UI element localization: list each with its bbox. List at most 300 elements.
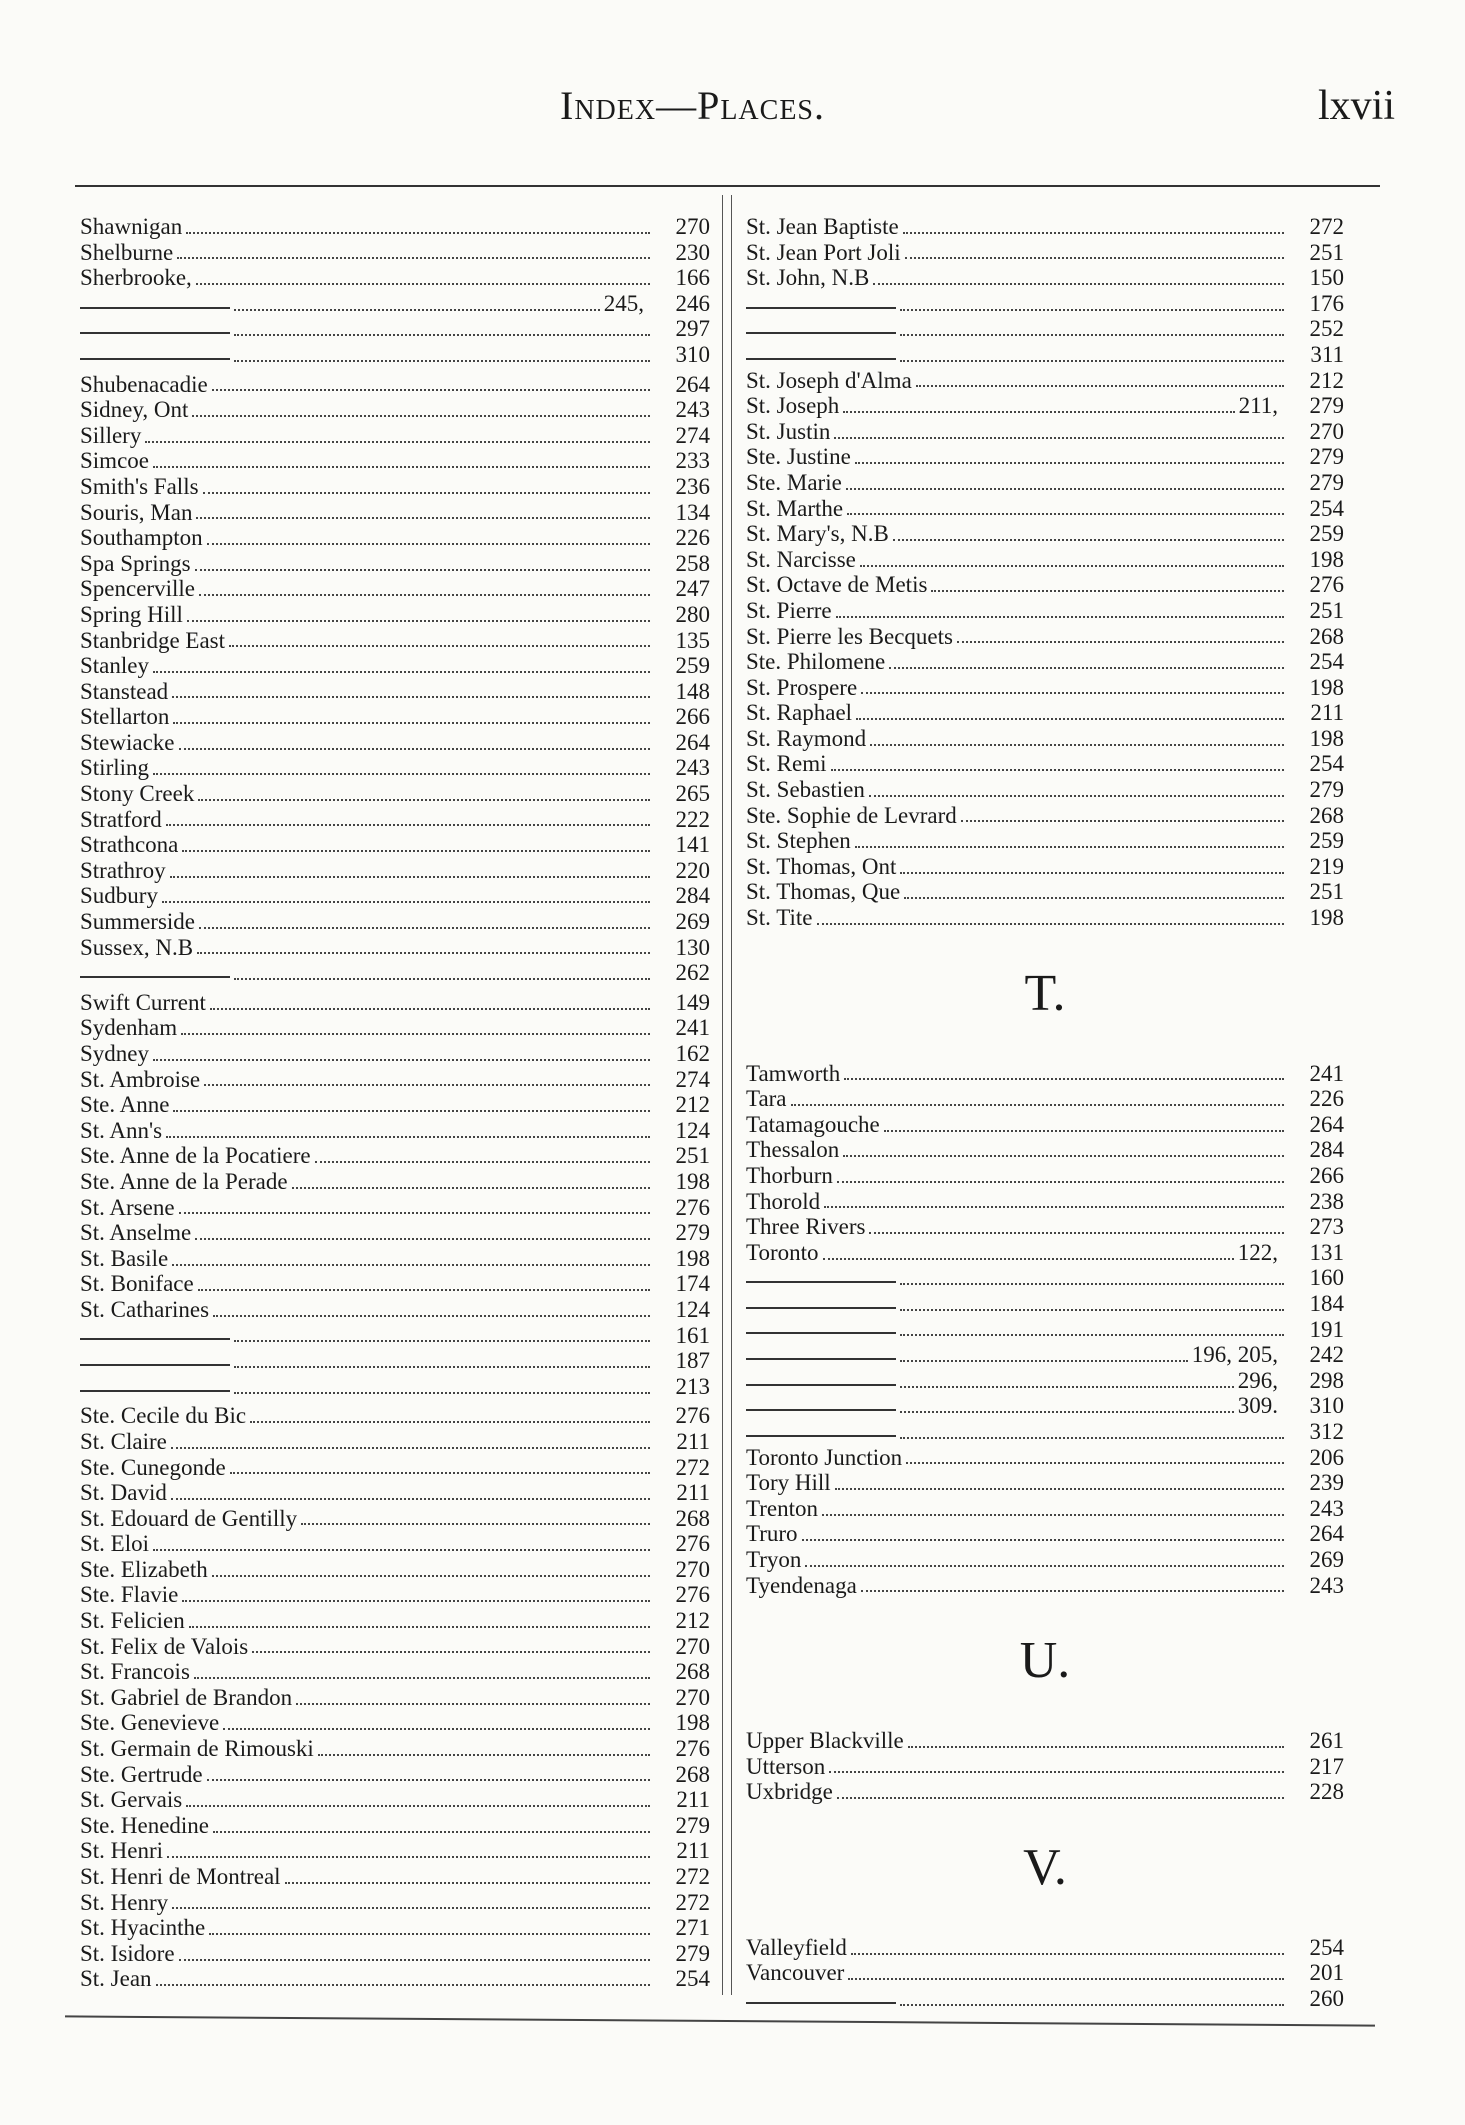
ditto-rule <box>746 2002 896 2004</box>
place-name: Ste. Justine <box>746 444 851 470</box>
extra-page-refs: 245, <box>603 290 644 316</box>
index-entry <box>746 777 1344 803</box>
index-entry <box>746 1521 1344 1547</box>
place-name: St. Joseph <box>746 393 840 419</box>
page-reference: 198 <box>1309 905 1344 931</box>
place-name: St. Narcisse <box>746 546 856 572</box>
place-name: Tara <box>746 1086 787 1112</box>
page-reference: 279 <box>1309 444 1344 470</box>
index-entry <box>80 1762 710 1788</box>
page-reference: 243 <box>675 397 710 423</box>
place-name: Three Rivers <box>746 1214 866 1240</box>
place-name: Shawnigan <box>80 214 183 239</box>
page-reference: 272 <box>675 1864 710 1889</box>
ditto-rule <box>80 976 230 978</box>
page-reference: 243 <box>1309 1495 1344 1521</box>
page-reference: 213 <box>675 1373 710 1399</box>
place-name: Spencerville <box>80 576 195 602</box>
page-reference: 259 <box>675 653 710 679</box>
dot-leader <box>855 462 1284 464</box>
place-name: Sidney, Ont <box>80 397 189 423</box>
ditto-rule <box>80 332 230 334</box>
dot-leader <box>805 1565 1284 1567</box>
index-entry <box>746 240 1344 266</box>
dot-leader <box>234 978 650 980</box>
place-name: St. Felix de Valois <box>80 1633 249 1659</box>
dot-leader <box>869 1232 1284 1234</box>
page-reference: 241 <box>1309 1060 1344 1086</box>
page-reference: 298 <box>1309 1367 1344 1393</box>
index-entry <box>746 879 1344 905</box>
extra-page-refs: 196, 205, <box>1191 1342 1278 1368</box>
place-name: St. Gabriel de Brandon <box>80 1684 293 1710</box>
index-entry <box>80 1403 710 1429</box>
place-name: St. Thomas, Que <box>746 879 901 905</box>
dot-leader <box>252 1651 650 1653</box>
index-entry-continuation <box>80 1323 710 1349</box>
page-reference: 252 <box>1309 316 1344 342</box>
place-name: Ste. Genevieve <box>80 1710 220 1736</box>
dot-leader <box>296 1703 650 1705</box>
index-entry <box>80 397 710 423</box>
page-reference: 269 <box>1309 1546 1344 1572</box>
page-reference: 264 <box>675 729 710 755</box>
page-reference: 310 <box>675 341 710 367</box>
place-name: Ste. Henedine <box>80 1812 210 1838</box>
page-reference: 254 <box>1309 495 1344 521</box>
index-entry <box>746 1086 1344 1112</box>
index-entry <box>80 1736 710 1762</box>
dot-leader <box>177 257 650 259</box>
dot-leader <box>196 283 650 285</box>
dot-leader <box>900 1360 1188 1362</box>
place-name: St. Catharines <box>80 1296 210 1322</box>
index-entry <box>80 423 710 449</box>
page-reference: 264 <box>1309 1521 1344 1547</box>
section-letter-heading: U. <box>1019 1632 1071 1690</box>
page-reference: 241 <box>675 1015 710 1041</box>
place-name: St. Hyacinthe <box>80 1915 206 1941</box>
page-reference: 268 <box>675 1659 710 1685</box>
dot-leader <box>172 1264 650 1266</box>
dot-leader <box>156 1984 650 1986</box>
place-name: St. Pierre les Becquets <box>746 623 953 649</box>
place-name: Ste. Marie <box>746 469 842 495</box>
dot-leader <box>900 2004 1284 2006</box>
index-entry-continuation <box>80 291 710 317</box>
dot-leader <box>186 232 650 234</box>
place-name: St. Marthe <box>746 495 844 521</box>
place-name: St. Raphael <box>746 700 853 726</box>
extra-page-refs: 211, <box>1238 393 1278 419</box>
dot-leader <box>170 876 650 878</box>
index-entry <box>746 1240 1344 1266</box>
dot-leader <box>181 1033 650 1035</box>
dot-leader <box>860 565 1284 567</box>
place-name: Uxbridge <box>746 1779 833 1805</box>
dot-leader <box>229 645 650 647</box>
place-name: Strathroy <box>80 857 166 883</box>
dot-leader <box>234 334 650 336</box>
page-reference: 198 <box>1309 546 1344 572</box>
place-name: Ste. Flavie <box>80 1582 179 1608</box>
page-reference: 148 <box>675 678 710 704</box>
index-entry <box>746 1137 1344 1163</box>
index-entry <box>80 990 710 1016</box>
index-entry <box>80 1864 710 1890</box>
place-name: Shelburne <box>80 239 174 265</box>
dot-leader <box>900 1386 1234 1388</box>
index-entry <box>80 1966 710 1992</box>
dot-leader <box>182 1600 650 1602</box>
place-name: Tory Hill <box>746 1470 831 1496</box>
dot-leader <box>851 1953 1284 1955</box>
page-reference: 242 <box>1309 1342 1344 1368</box>
index-entry <box>80 1838 710 1864</box>
place-name: St. Thomas, Ont <box>746 853 897 879</box>
index-entry <box>80 372 710 398</box>
index-entry <box>80 1890 710 1916</box>
index-entry <box>80 935 710 961</box>
place-name: St. Sebastien <box>746 777 865 803</box>
extra-page-refs: 122, <box>1237 1239 1278 1265</box>
page-reference: 130 <box>675 934 710 960</box>
dot-leader <box>900 309 1284 311</box>
index-entry <box>746 1779 1344 1805</box>
dot-leader <box>931 590 1284 592</box>
place-name: St. Jean Port Joli <box>746 239 901 265</box>
page-reference: 166 <box>675 265 710 291</box>
index-entry-continuation <box>746 1368 1344 1394</box>
place-name: St. Francois <box>80 1659 190 1685</box>
dot-leader <box>824 1206 1284 1208</box>
ditto-rule <box>80 1338 230 1340</box>
extra-page-refs: 296, <box>1237 1367 1278 1393</box>
dot-leader <box>847 513 1284 515</box>
dot-leader <box>855 846 1284 848</box>
index-entry <box>746 675 1344 701</box>
index-entry <box>80 1015 710 1041</box>
page-reference: 266 <box>1309 1163 1344 1188</box>
page-reference: 279 <box>1309 469 1344 495</box>
dot-leader <box>900 1411 1234 1413</box>
page-reference: 124 <box>675 1117 710 1143</box>
index-entry <box>80 1634 710 1660</box>
page-reference: 246 <box>675 290 710 316</box>
page-reference: 279 <box>675 1812 710 1838</box>
place-name: Thorburn <box>746 1163 833 1188</box>
page-title: Index—Places. <box>560 83 826 128</box>
page-reference: 161 <box>675 1322 710 1348</box>
index-entry <box>80 576 710 602</box>
ditto-rule <box>80 307 230 309</box>
page-reference: 239 <box>1309 1470 1344 1496</box>
place-name: Spa Springs <box>80 550 191 576</box>
index-entry <box>746 1445 1344 1471</box>
page-reference: 251 <box>675 1143 710 1169</box>
page-reference: 258 <box>675 550 710 576</box>
index-entry <box>746 854 1344 880</box>
page-reference: 198 <box>1309 674 1344 700</box>
place-name: St. Jean <box>80 1966 152 1992</box>
right-index-column <box>746 214 1344 2012</box>
ditto-rule <box>746 1409 896 1411</box>
index-entry <box>746 1214 1344 1240</box>
index-entry <box>80 1685 710 1711</box>
dot-leader <box>203 492 650 494</box>
page-reference: 265 <box>675 781 710 807</box>
index-entry-continuation <box>746 316 1344 342</box>
place-name: St. Germain de Rimouski <box>80 1736 314 1762</box>
index-entry <box>80 909 710 935</box>
place-name: St. John, N.B <box>746 265 870 291</box>
page-reference: 220 <box>675 857 710 883</box>
page-reference: 222 <box>675 806 710 832</box>
page-reference: 297 <box>675 316 710 342</box>
index-entry <box>746 496 1344 522</box>
place-name: Upper Blackville <box>746 1728 904 1754</box>
index-entry <box>80 1169 710 1195</box>
index-entry <box>80 602 710 628</box>
extra-page-refs: 309. <box>1237 1393 1278 1419</box>
page-reference: 191 <box>1309 1316 1344 1342</box>
dot-leader <box>837 1797 1284 1799</box>
index-entry <box>746 1496 1344 1522</box>
dot-leader <box>172 696 650 698</box>
page-reference: 238 <box>1309 1188 1344 1214</box>
index-entry <box>80 474 710 500</box>
left-index-column <box>80 214 710 1992</box>
page-reference: 270 <box>1309 418 1344 444</box>
ditto-rule <box>746 358 896 360</box>
place-name: Shubenacadie <box>80 371 208 397</box>
dot-leader <box>204 1084 650 1086</box>
page-reference: 134 <box>675 499 710 525</box>
index-entry <box>80 1557 710 1583</box>
index-entry <box>746 1547 1344 1573</box>
place-name: St. Eloi <box>80 1531 150 1557</box>
index-entry-continuation <box>80 960 710 986</box>
page-reference: 279 <box>675 1940 710 1966</box>
page-reference: 211 <box>676 1838 710 1864</box>
page-reference: 264 <box>1309 1111 1344 1137</box>
page-reference: 270 <box>675 1633 710 1659</box>
index-entry <box>746 265 1344 291</box>
index-entry <box>746 598 1344 624</box>
index-entry <box>746 214 1344 240</box>
page-reference: 230 <box>675 239 710 265</box>
dot-leader <box>198 1289 650 1291</box>
place-name: St. Octave de Metis <box>746 572 928 598</box>
index-entry <box>80 1118 710 1144</box>
index-entry-continuation <box>80 1348 710 1374</box>
page-reference: 228 <box>1309 1779 1344 1805</box>
dot-leader <box>171 1447 650 1449</box>
index-entry <box>80 500 710 526</box>
dot-leader <box>961 820 1284 822</box>
ditto-rule <box>80 1364 230 1366</box>
dot-leader <box>194 1677 650 1679</box>
place-name: Ste. Anne de la Perade <box>80 1168 288 1194</box>
page-reference: 259 <box>1309 828 1344 854</box>
index-entry <box>80 265 710 291</box>
index-entry <box>80 1246 710 1272</box>
dot-leader <box>908 1746 1284 1748</box>
index-entry <box>746 1189 1344 1215</box>
page-reference: 279 <box>1309 777 1344 803</box>
place-name: St. Pierre <box>746 597 832 623</box>
place-name: Simcoe <box>80 448 149 474</box>
page-reference: 149 <box>675 989 710 1015</box>
dot-leader <box>189 1626 650 1628</box>
place-name: St. Mary's, N.B <box>746 521 889 547</box>
place-name: St. Joseph d'Alma <box>746 367 912 393</box>
section-letter-heading: T. <box>1024 964 1066 1022</box>
index-entry <box>80 1092 710 1118</box>
index-entry <box>746 1061 1344 1087</box>
page-reference: 251 <box>1309 879 1344 905</box>
dot-leader <box>817 923 1285 925</box>
page-reference: 259 <box>1309 521 1344 547</box>
page-reference: 150 <box>1309 265 1344 291</box>
index-entry-continuation <box>746 1291 1344 1317</box>
dot-leader <box>848 1978 1284 1980</box>
place-name: St. Jean Baptiste <box>746 214 899 239</box>
page-reference: 254 <box>1309 649 1344 675</box>
page-reference: 272 <box>1309 214 1344 239</box>
place-name: Ste. Philomene <box>746 649 886 675</box>
index-entry <box>746 470 1344 496</box>
page-reference: 270 <box>675 214 710 239</box>
dot-leader <box>292 1187 650 1189</box>
index-entry <box>80 1506 710 1532</box>
page-reference: 270 <box>675 1684 710 1710</box>
place-name: Truro <box>746 1521 798 1547</box>
page-reference: 284 <box>675 883 710 909</box>
place-name: St. Henri de Montreal <box>80 1864 281 1889</box>
dot-leader <box>234 360 650 362</box>
dot-leader <box>844 1078 1284 1080</box>
index-entry <box>80 551 710 577</box>
place-name: Stanbridge East <box>80 627 225 653</box>
index-entry-continuation <box>746 1317 1344 1343</box>
place-name: Vancouver <box>746 1960 845 1986</box>
dot-leader <box>906 1462 1284 1464</box>
index-entry <box>746 1754 1344 1780</box>
dot-leader <box>893 539 1284 541</box>
page-reference: 162 <box>675 1041 710 1066</box>
dot-leader <box>916 385 1284 387</box>
index-entry <box>80 214 710 240</box>
page-reference: 211 <box>1310 700 1344 726</box>
place-name: Sillery <box>80 422 142 448</box>
place-name: St. Henry <box>80 1889 169 1915</box>
dot-leader <box>166 824 650 826</box>
place-name: Sydney <box>80 1041 149 1066</box>
dot-leader <box>234 309 600 311</box>
page-reference: 141 <box>675 832 710 858</box>
index-entry <box>80 1915 710 1941</box>
index-entry <box>80 832 710 858</box>
dot-leader <box>315 1161 650 1163</box>
index-entry <box>746 1470 1344 1496</box>
ditto-rule <box>80 358 230 360</box>
index-entry <box>80 704 710 730</box>
index-entry <box>80 1297 710 1323</box>
index-entry-continuation <box>80 1374 710 1400</box>
index-entry <box>80 781 710 807</box>
place-name: St. Boniface <box>80 1271 194 1297</box>
place-name: Summerside <box>80 909 195 935</box>
page-reference: 236 <box>675 473 710 499</box>
ditto-rule <box>746 1435 896 1437</box>
index-entry <box>746 1960 1344 1986</box>
place-name: St. Raymond <box>746 725 867 751</box>
index-entry <box>80 883 710 909</box>
page-reference: 276 <box>675 1531 710 1557</box>
place-name: St. Ann's <box>80 1117 163 1143</box>
place-name: St. Tite <box>746 905 813 931</box>
page-reference: 217 <box>1309 1753 1344 1779</box>
page-reference: 276 <box>675 1194 710 1220</box>
place-name: Souris, Man <box>80 499 193 525</box>
index-entry <box>746 1935 1344 1961</box>
place-name: Tyendenaga <box>746 1572 857 1598</box>
dot-leader <box>153 773 650 775</box>
dot-leader <box>900 1309 1284 1311</box>
page-header <box>0 82 1465 142</box>
index-entry <box>80 525 710 551</box>
dot-leader <box>207 543 650 545</box>
page-reference: 251 <box>1309 239 1344 265</box>
page-reference: 273 <box>1309 1214 1344 1240</box>
index-entry <box>80 1220 710 1246</box>
index-entry-continuation <box>80 342 710 368</box>
dot-leader <box>822 1514 1284 1516</box>
place-name: Sudbury <box>80 883 158 909</box>
page-reference: 274 <box>675 422 710 448</box>
index-entry <box>80 1195 710 1221</box>
dot-leader <box>823 1258 1234 1260</box>
dot-leader <box>837 1181 1284 1183</box>
page-reference: 268 <box>1309 623 1344 649</box>
index-entry-continuation <box>746 1986 1344 2012</box>
page-reference: 243 <box>1309 1572 1344 1598</box>
place-name: Tamworth <box>746 1060 841 1086</box>
place-name: St. Ambroise <box>80 1066 201 1092</box>
index-entry-continuation <box>746 1342 1344 1368</box>
index-entry <box>746 419 1344 445</box>
place-name: St. Stephen <box>746 828 851 854</box>
place-name: Stewiacke <box>80 729 175 755</box>
dot-leader <box>186 1805 650 1807</box>
place-name: Valleyfield <box>746 1934 847 1960</box>
index-entry-continuation <box>746 1265 1344 1291</box>
dot-leader <box>791 1104 1284 1106</box>
dot-leader <box>182 850 650 852</box>
index-entry <box>746 751 1344 777</box>
page-reference: 261 <box>1309 1728 1344 1754</box>
dot-leader <box>179 1959 650 1961</box>
place-name: St. Remi <box>746 751 827 777</box>
index-entry <box>746 905 1344 931</box>
index-entry <box>80 1787 710 1813</box>
place-name: St. Henri <box>80 1838 164 1864</box>
dot-leader <box>213 1315 650 1317</box>
dot-leader <box>187 620 650 622</box>
dot-leader <box>900 1283 1284 1285</box>
index-entry <box>80 1143 710 1169</box>
